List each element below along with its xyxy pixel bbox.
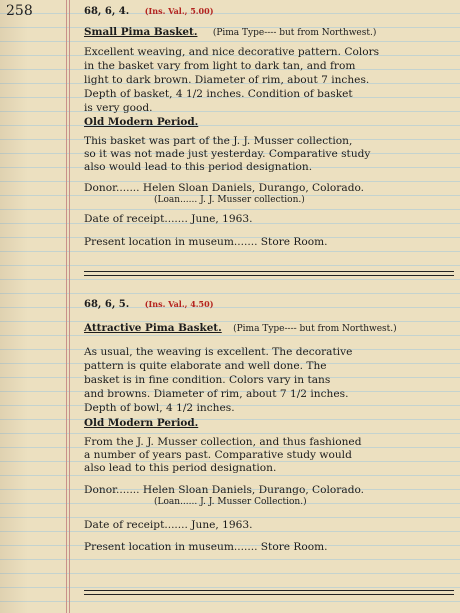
- entry-title: Small Pima Basket.: [84, 26, 198, 38]
- description-line: is very good.: [84, 102, 153, 114]
- divider-rule: [84, 271, 454, 272]
- loan-line: (Loan...... J. J. Musser collection.): [154, 195, 305, 205]
- insurance-value: (Ins. Val., 5.00): [144, 6, 214, 16]
- period-text-line: From the J. J. Musser collection, and thus fashioned: [84, 436, 362, 448]
- type-note: (Pima Type---- but from Northwest.): [233, 324, 397, 334]
- divider-rule: [84, 594, 454, 595]
- period-heading: Old Modern Period.: [84, 116, 199, 128]
- donor-line: Donor....... Helen Sloan Daniels, Durango, Colorado.: [84, 182, 365, 194]
- donor-line: Donor....... Helen Sloan Daniels, Durango, Colorado.: [84, 484, 365, 496]
- period-text-line: also would lead to this period designation.: [84, 161, 313, 173]
- description-line: and browns. Diameter of rim, about 7 1/2 inches.: [84, 388, 349, 400]
- catalog-number: 68, 6, 4. (Ins. Val., 5.00): [84, 6, 214, 17]
- description-line: pattern is quite elaborate and well done. The: [84, 360, 327, 372]
- period-text-line: so it was not made just yesterday. Comparative study: [84, 148, 371, 160]
- description-line: Depth of basket, 4 1/2 inches. Condition of basket: [84, 88, 353, 100]
- description-line: in the basket vary from light to dark tan, and from: [84, 60, 356, 72]
- description-line: Depth of bowl, 4 1/2 inches.: [84, 402, 235, 414]
- location-line: Present location in museum....... Store Room.: [84, 541, 328, 553]
- insurance-value: (Ins. Val., 4.50): [144, 299, 214, 309]
- divider-rule: [84, 275, 454, 276]
- period-text-line: also lead to this period designation.: [84, 462, 277, 474]
- loan-line: (Loan...... J. J. Musser Collection.): [154, 497, 307, 507]
- description-line: basket is in fine condition. Colors vary in tans: [84, 374, 331, 386]
- catalog-number: 68, 6, 5. (Ins. Val., 4.50): [84, 299, 214, 310]
- type-note: (Pima Type---- but from Northwest.): [212, 28, 377, 38]
- entry-title-line: [84, 321, 397, 336]
- entry-title: Attractive Pima Basket.: [84, 322, 222, 334]
- margin-line: [69, 0, 70, 613]
- period-heading: Old Modern Period.: [84, 417, 199, 429]
- description-line: light to dark brown. Diameter of rim, about 7 inches.: [84, 74, 370, 86]
- margin-line: [66, 0, 67, 613]
- period-text-line: a number of years past. Comparative study would: [84, 449, 352, 461]
- description-line: As usual, the weaving is excellent. The decorative: [84, 346, 353, 358]
- entry-title-line: [84, 25, 376, 40]
- page-number: 258: [6, 3, 33, 19]
- receipt-line: Date of receipt....... June, 1963.: [84, 213, 253, 225]
- description-line: Excellent weaving, and nice decorative pattern. Colors: [84, 46, 380, 58]
- receipt-line: Date of receipt....... June, 1963.: [84, 519, 253, 531]
- location-line: Present location in museum....... Store Room.: [84, 236, 328, 248]
- divider-rule: [84, 590, 454, 591]
- period-text-line: This basket was part of the J. J. Musser collection,: [84, 135, 353, 147]
